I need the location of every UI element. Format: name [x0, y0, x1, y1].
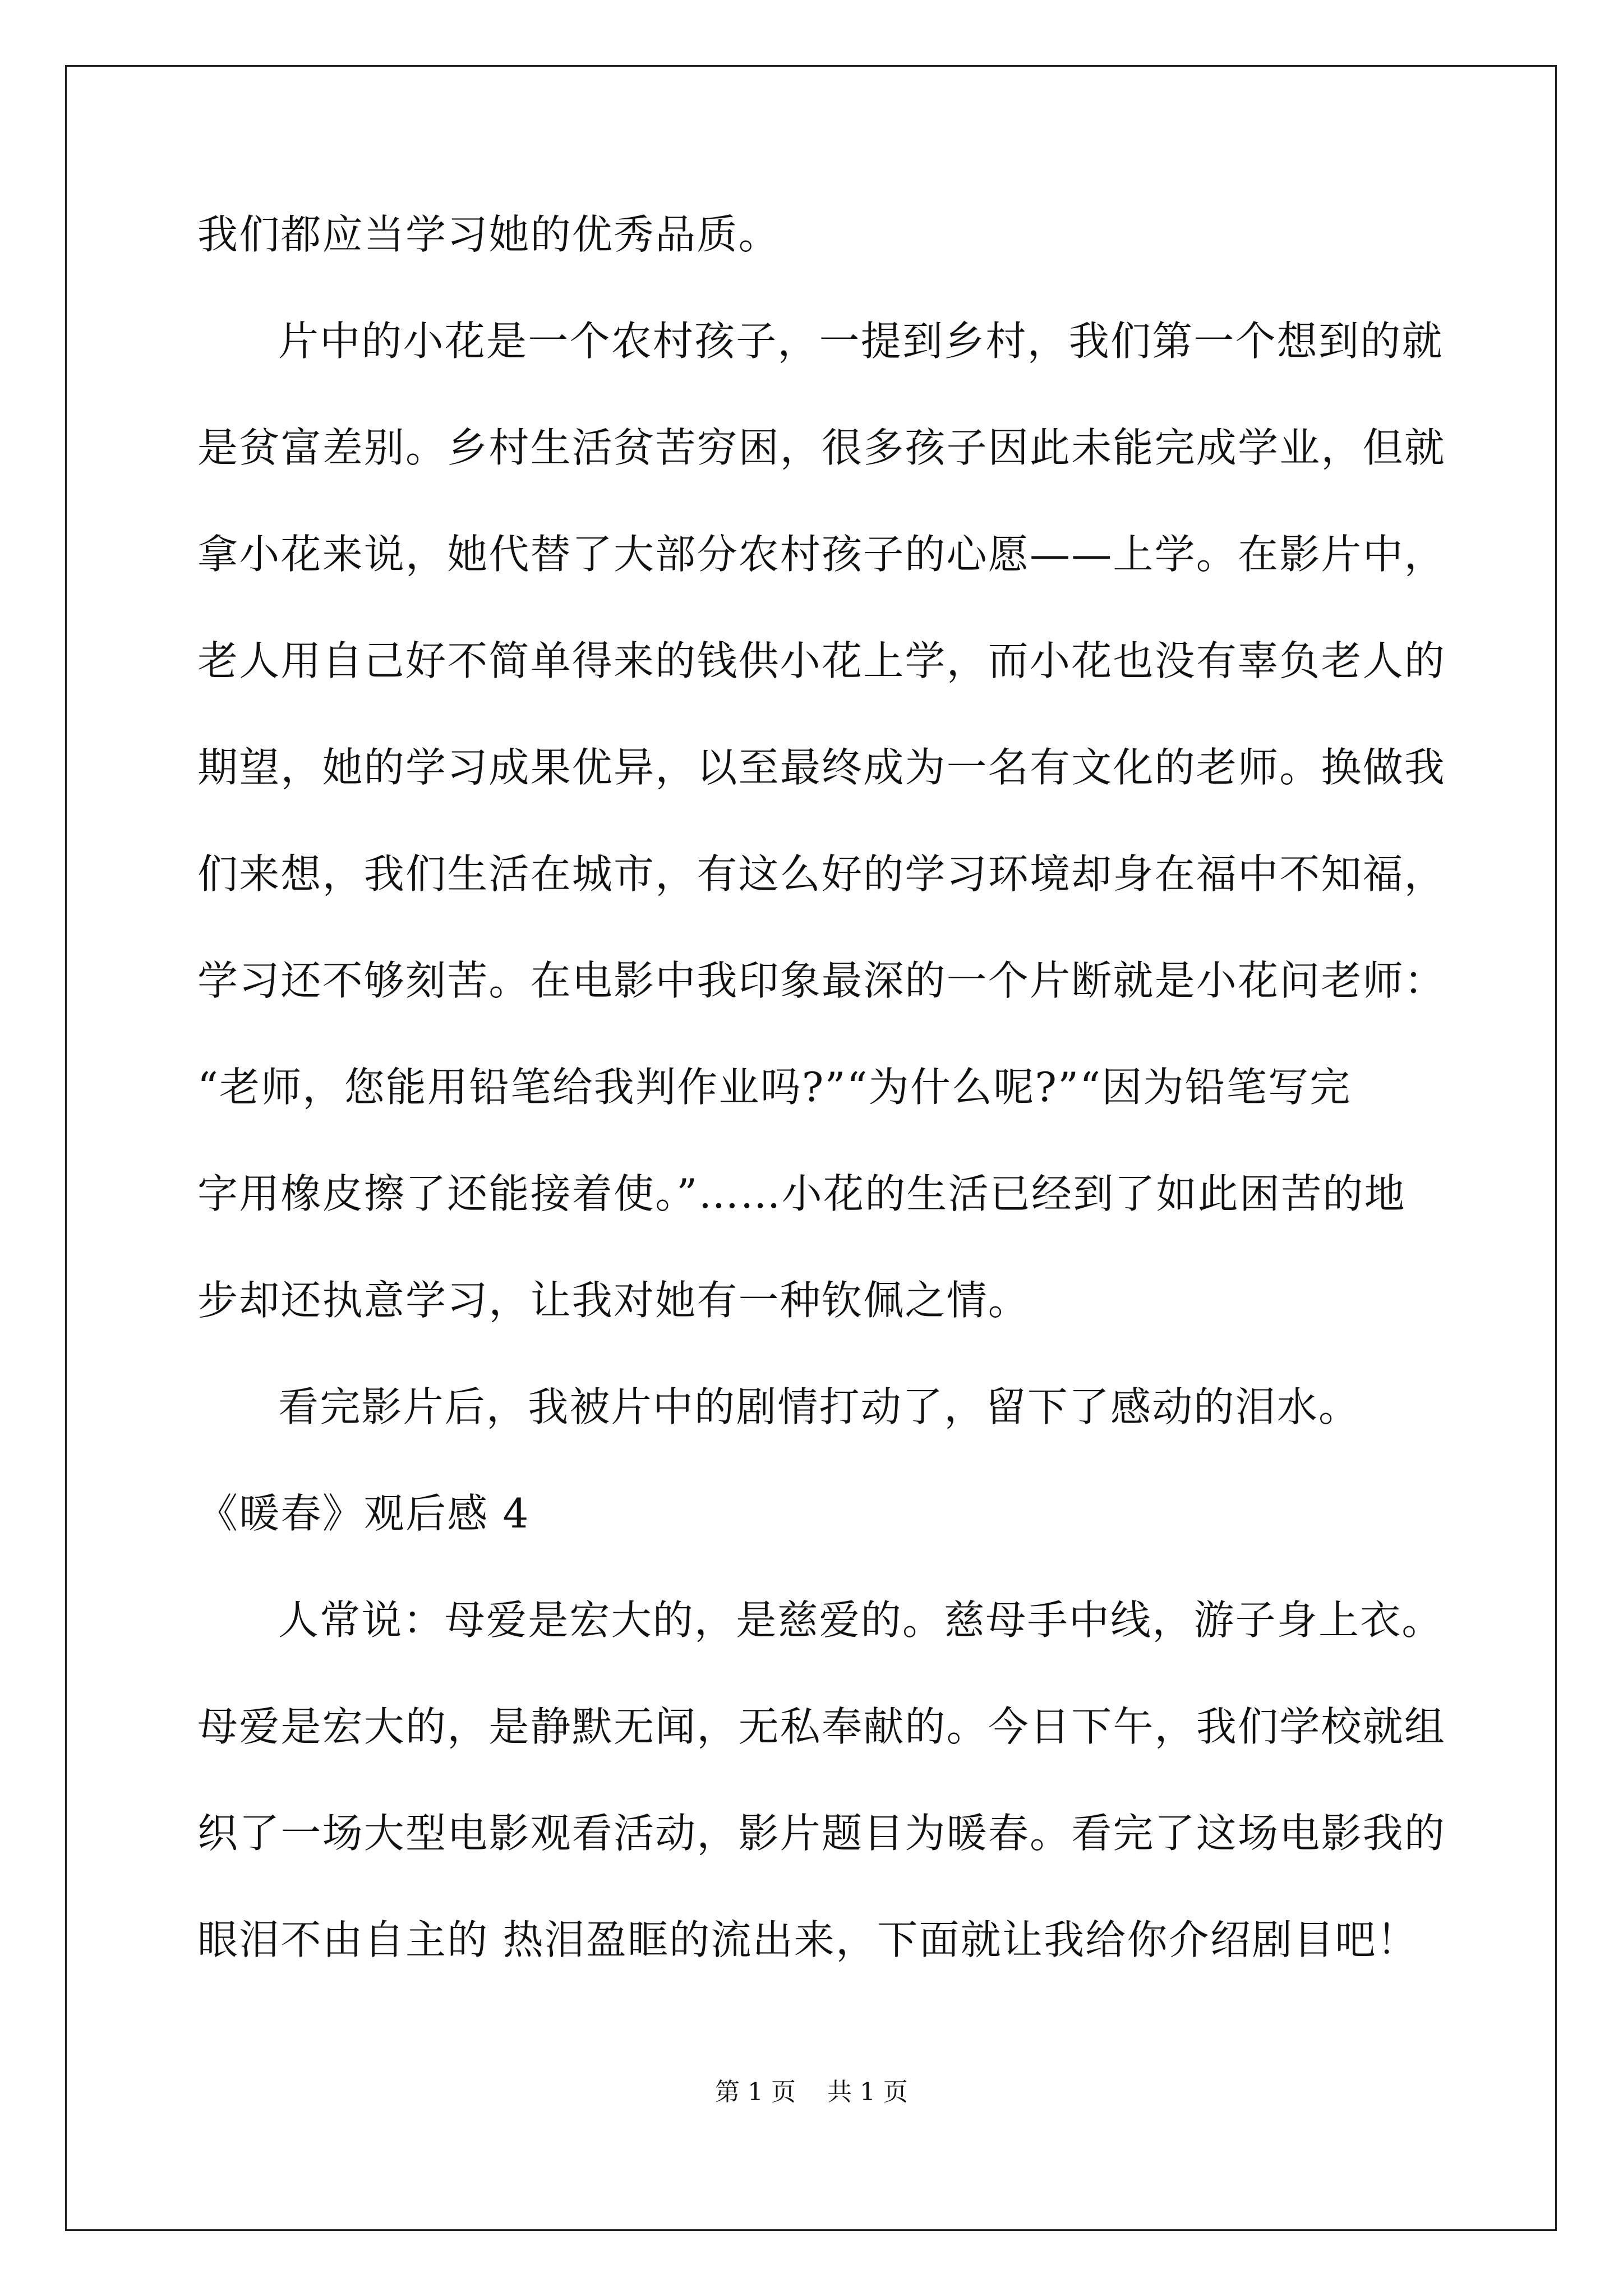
text-line-10: 字用橡皮擦了还能接着使。”……小花的生活已经到了如此困苦的地 — [197, 1170, 1406, 1217]
text-line-3: 是贫富差别。乡村生活贫苦穷困，很多孩子因此未能完成学业，但就 — [197, 424, 1446, 471]
text-line-9: “老师，您能用铅笔给我判作业吗?”“为什么呢?”“因为铅笔写完 — [197, 1064, 1352, 1111]
text-line-1: 我们都应当学习她的优秀品质。 — [197, 211, 780, 258]
paragraph-start-line: 人常说：母爱是宏大的，是慈爱的。慈母手中线，游子身上衣。 — [278, 1596, 1444, 1644]
text-line-6: 期望，她的学习成果优异，以至最终成为一名有文化的老师。换做我 — [197, 744, 1446, 791]
paragraph-start-line: 看完影片后，我被片中的剧情打动了，留下了感动的泪水。 — [278, 1383, 1361, 1430]
text-line-16: 织了一场大型电影观看活动，影片题目为暖春。看完了这场电影我的 — [197, 1810, 1446, 1857]
text-line-15: 母爱是宏大的，是静默无闻，无私奉献的。今日下午，我们学校就组 — [197, 1703, 1446, 1750]
text-line-8: 学习还不够刻苦。在电影中我印象最深的一个片断就是小花问老师： — [197, 957, 1446, 1004]
page-footer: 第 1 页 共 1 页 — [715, 2078, 908, 2106]
text-line-17: 眼泪不由自主的 热泪盈眶的流出来，下面就让我给你介绍剧目吧！ — [197, 1916, 1418, 1963]
text-line-11: 步却还执意学习，让我对她有一种钦佩之情。 — [197, 1277, 1030, 1324]
paragraph-start-line: 片中的小花是一个农村孩子，一提到乡村，我们第一个想到的就 — [278, 318, 1444, 365]
text-line-5: 老人用自己好不简单得来的钱供小花上学，而小花也没有辜负老人的 — [197, 637, 1446, 684]
page-border — [65, 65, 1557, 2231]
text-line-4: 拿小花来说，她代替了大部分农村孩子的心愿——上学。在影片中， — [197, 531, 1446, 578]
text-line-7: 们来想，我们生活在城市，有这么好的学习环境却身在福中不知福， — [197, 850, 1446, 898]
section-heading: 《暖春》观后感 4 — [197, 1490, 530, 1537]
